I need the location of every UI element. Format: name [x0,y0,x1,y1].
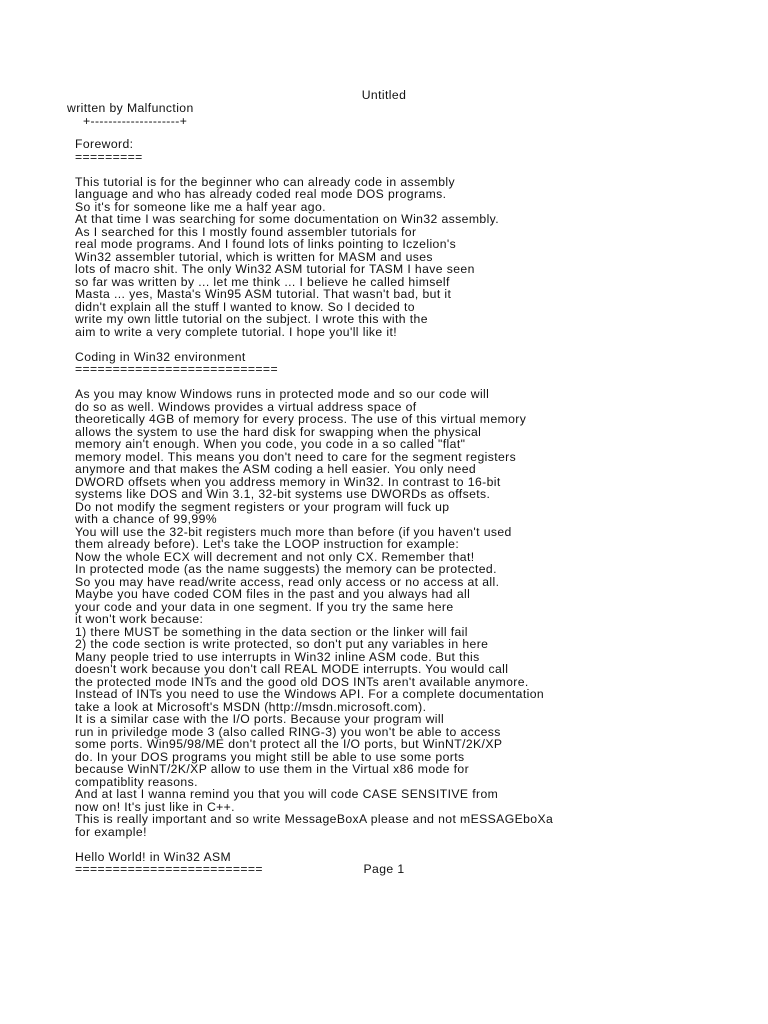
text-line: aim to write a very complete tutorial. I hope you'll like it! [75,324,398,339]
text-line: So you may have read/write access, read only access or no access at all. [75,574,500,589]
text-line: Now the whole ECX will decrement and not only CX. Remember that! [75,549,475,564]
text-line: write my own little tutorial on the subject. I wrote this with the [75,312,428,326]
text-line: allows the system to use the hard disk for swapping when the physical [75,424,482,439]
text-line: Win32 assembler tutorial, which is written for MASM and uses [75,249,433,264]
text-line: =========================== [75,362,278,376]
blank-line [75,163,755,176]
text-line: 1) there MUST be something in the data section or the linker will fail [75,624,468,639]
text-line: So it's for someone like me a half year ago. [75,199,326,214]
text-line: because WinNT/2K/XP allow to use them in the Virtual x86 mode for [75,762,470,776]
document-body [75,138,755,876]
text-line: lots of macro shit. The only Win32 ASM tutorial for TASM I have seen [75,262,475,276]
author-byline: written by Malfunction [67,101,194,115]
text-line: 2) the code section is write protected, so don't put any variables in here [75,637,489,651]
text-line: Masta ... yes, Masta's Win95 ASM tutorial. That wasn't bad, but it [75,287,452,301]
text-line: them already before). Let's take the LOOP instruction for example: [75,537,460,551]
text-line: ========= [75,149,143,164]
text-line: As you may know Windows runs in protected mode and so our code will [75,387,490,401]
text-line: memory ain't enough. When you code, you code in a so called "flat" [75,437,466,451]
text-line: with a chance of 99,99% [75,512,217,526]
text-line: take a look at Microsoft's MSDN (http://msdn.microsoft.com). [75,699,427,714]
text-line: You will use the 32-bit registers much more than before (if you haven't used [75,524,512,539]
text-line: This tutorial is for the beginner who can already code in assembly [75,174,456,189]
text-line: DWORD offsets when you address memory in Win32. In contrast to 16-bit [75,474,501,489]
text-line: Foreword: [75,137,134,151]
text-line: now on! It's just like in C++. [75,799,235,814]
text-line: systems like DOS and Win 3.1, 32-bit systems use DWORDs as offsets. [75,487,491,501]
text-line: Maybe you have coded COM files in the past and you always had all [75,587,471,601]
text-line: language and who has already coded real mode DOS programs. [75,187,447,201]
text-line: so far was written by ... let me think ... I believe he called himself [75,274,450,289]
text-line: Many people tried to use interrupts in Win32 inline ASM code. But this [75,649,480,664]
text-line: ========================= [75,862,263,876]
text-line: Coding in Win32 environment [75,349,246,364]
text-line: do. In your DOS programs you might still be able to use some ports [75,749,465,764]
text-line: At that time I was searching for some documentation on Win32 assembly. [75,212,500,226]
text-line: some ports. Win95/98/ME don't protect all the I/O ports, but WinNT/2K/XP [75,737,503,751]
text-line: didn't explain all the stuff I wanted to know. So I decided to [75,299,415,314]
text-line: theoretically 4GB of memory for every process. The use of this virtual memory [75,412,527,426]
text-line: real mode programs. And I found lots of links pointing to Iczelion's [75,237,457,251]
text-line: the protected mode INTs and the good old DOS INTs aren't available anymore. [75,674,529,689]
page-number: Page 1 [363,862,405,876]
text-line: anymore and that makes the ASM coding a hell easier. You only need [75,462,477,476]
text-line: Do not modify the segment registers or your program will fuck up [75,499,450,514]
text-line: doesn't work because you don't call REAL MODE interrupts. You would call [75,662,509,676]
text-line: As I searched for this I mostly found assembler tutorials for [75,224,417,239]
text-line: run in priviledge mode 3 (also called RING-3) you won't be able to access [75,724,501,739]
text-line: compatiblity reasons. [75,774,198,789]
blank-line [75,338,755,351]
text-line: In protected mode (as the name suggests) the memory can be protected. [75,562,497,576]
text-line: memory model. This means you don't need to care for the segment registers [75,449,517,464]
text-line: Instead of INTs you need to use the Windows API. For a complete documentation [75,687,545,701]
text-line: do so as well. Windows provides a virtual address space of [75,399,417,414]
text-line: it won't work because: [75,612,204,626]
blank-line [75,838,755,851]
text-line: Hello World! in Win32 ASM [75,849,232,864]
text-line: It is a similar case with the I/O ports. Because your program will [75,712,445,726]
text-line: And at last I wanna remind you that you will code CASE SENSITIVE from [75,787,499,801]
text-line: for example! [75,824,147,839]
text-line: your code and your data in one segment. If you try the same here [75,599,454,614]
ascii-rule: +--------------------+ [83,114,188,128]
text-line: This is really important and so write MessageBoxA please and not mESSAGEboXa [75,812,554,826]
document-title: Untitled [361,88,407,102]
